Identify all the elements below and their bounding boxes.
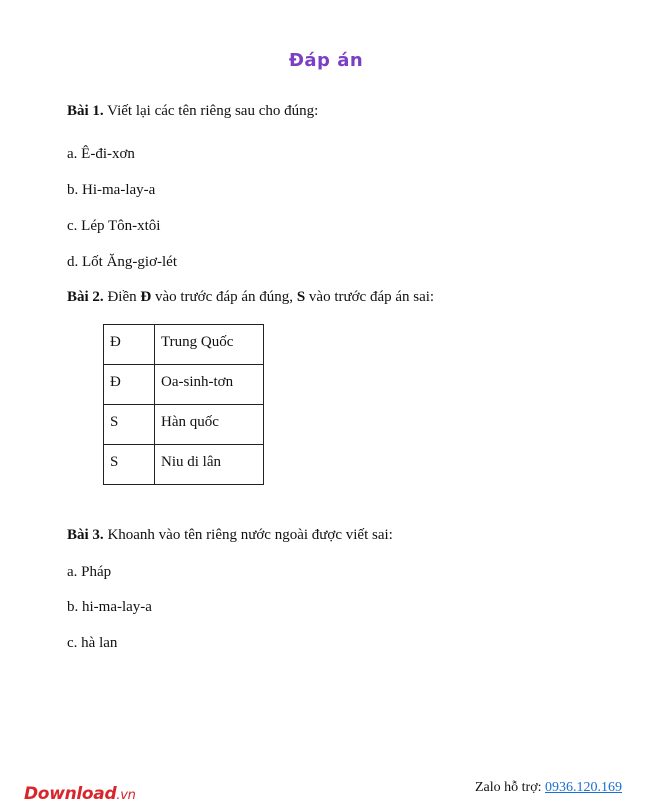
table-cell-name: Hàn quốc bbox=[155, 405, 264, 445]
table-row bbox=[104, 325, 264, 365]
zalo-support bbox=[475, 780, 622, 796]
bai3-question-text: Khoanh vào tên riêng nước ngoài được viết sai: bbox=[103, 527, 393, 543]
bai1-label: Bài 1. bbox=[67, 103, 104, 119]
answer-table bbox=[103, 324, 264, 485]
table-cell-mark: S bbox=[104, 445, 155, 485]
page-title: Đáp án bbox=[288, 50, 364, 71]
table-row bbox=[104, 365, 264, 405]
bai2-q-part3: vào trước đáp án sai: bbox=[305, 289, 435, 305]
table-cell-name: Oa-sinh-tơn bbox=[155, 365, 264, 405]
bai1-answer-b: b. Hi-ma-lay-a bbox=[67, 182, 156, 198]
bai3-question bbox=[67, 527, 393, 544]
bai3-answer-a: a. Pháp bbox=[67, 564, 112, 580]
bai2-q-part2: vào trước đáp án đúng, bbox=[151, 289, 297, 305]
bai1-answer-c: c. Lép Tôn-xtôi bbox=[67, 218, 161, 234]
bai1-answer-a: a. Ê-đi-xơn bbox=[67, 146, 135, 162]
bai2-q-d: Đ bbox=[140, 289, 152, 305]
table-row bbox=[104, 445, 264, 485]
table-cell-mark: Đ bbox=[104, 365, 155, 405]
table-cell-mark: S bbox=[104, 405, 155, 445]
bai2-q-s: S bbox=[296, 289, 306, 305]
table-cell-mark: Đ bbox=[104, 325, 155, 365]
bai3-answer-c: c. hà lan bbox=[67, 635, 118, 651]
table-cell-name: Trung Quốc bbox=[155, 325, 264, 365]
table-cell-name: Niu di lân bbox=[155, 445, 264, 485]
bai1-question bbox=[67, 103, 318, 120]
bai2-q-part1: Điền bbox=[103, 289, 141, 305]
download-logo bbox=[24, 784, 136, 804]
bai1-answer-d: d. Lốt Ăng-giơ-lét bbox=[67, 254, 177, 270]
zalo-phone-link[interactable]: 0936.120.169 bbox=[545, 780, 622, 795]
logo-main-text: Download bbox=[24, 784, 117, 804]
table-row bbox=[104, 405, 264, 445]
logo-suffix-text: .vn bbox=[116, 788, 136, 803]
bai3-label: Bài 3. bbox=[67, 527, 104, 543]
zalo-label: Zalo hỗ trợ: bbox=[475, 780, 545, 795]
bai2-question bbox=[67, 289, 434, 306]
bai3-answer-b: b. hi-ma-lay-a bbox=[67, 599, 152, 615]
bai1-question-text: Viết lại các tên riêng sau cho đúng: bbox=[103, 103, 319, 119]
bai2-label: Bài 2. bbox=[67, 289, 104, 305]
